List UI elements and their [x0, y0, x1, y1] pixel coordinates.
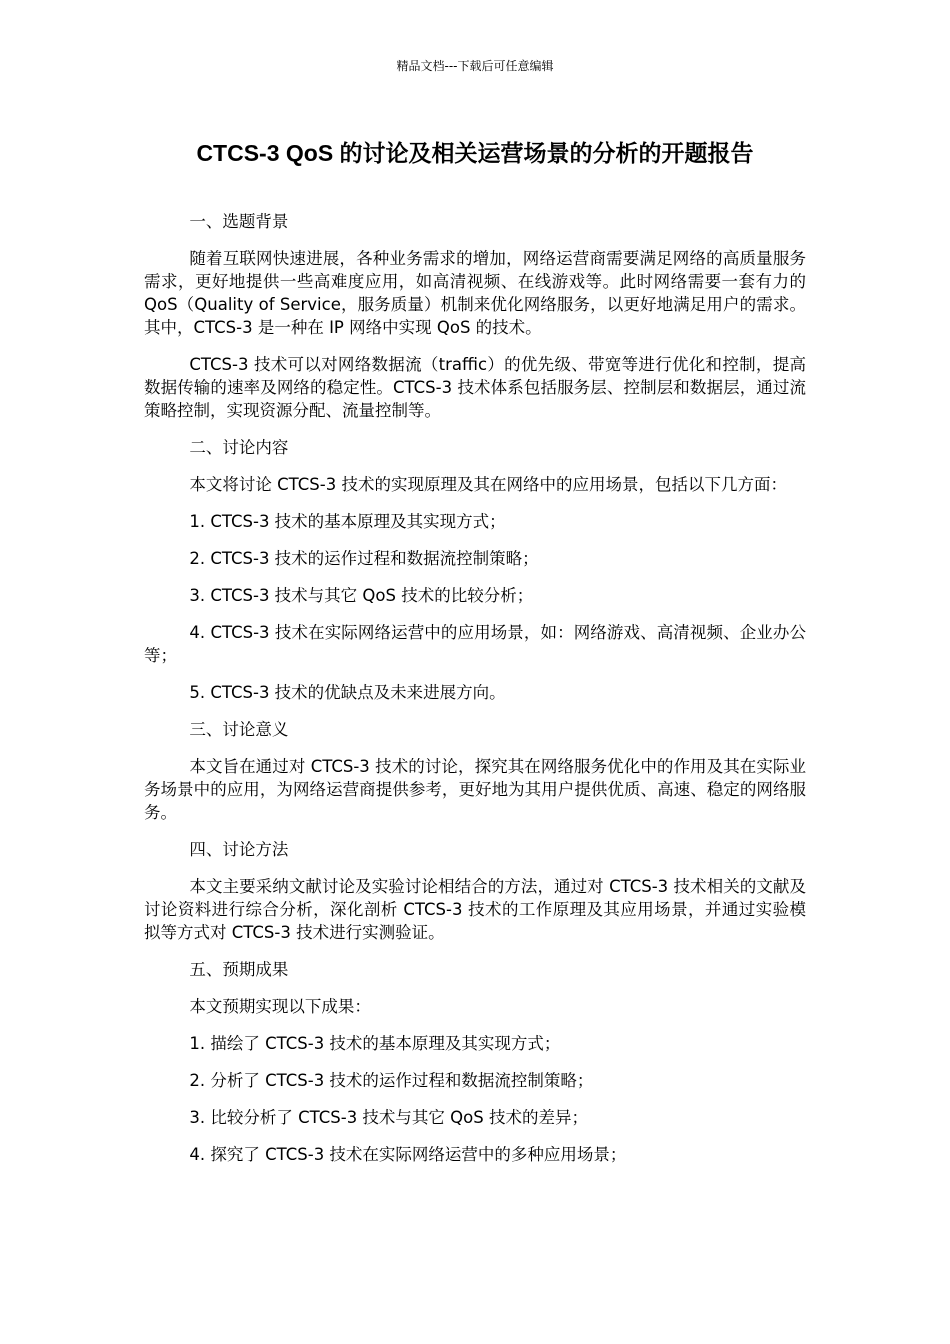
list-item: 1. 描绘了 CTCS-3 技术的基本原理及其实现方式； — [189, 1034, 561, 1053]
paragraph: 本文将讨论 CTCS-3 技术的实现原理及其在网络中的应用场景，包括以下几方面： — [189, 475, 787, 494]
paragraph: 随着互联网快速进展，各种业务需求的增加，网络运营商需要满足网络的高质量服务需求，更好地提供一些高难度应用，如高清视频、在线游戏等。此时网络需要一套有力的 QoS（Quality of Service，服务质量）机制来优化网络服务，以更好地满足用户的需求。其中，CTCS-3 是一种在 IP 网络中实现 QoS 的技术。 — [144, 249, 806, 337]
list-item: 2. CTCS-3 技术的运作过程和数据流控制策略； — [189, 549, 539, 568]
section-heading-method: 四、讨论方法 — [189, 840, 289, 859]
paragraph: 本文预期实现以下成果： — [189, 997, 371, 1016]
list-item: 4. CTCS-3 技术在实际网络运营中的应用场景，如：网络游戏、高清视频、企业办公等； — [144, 623, 806, 665]
list-item: 5. CTCS-3 技术的优缺点及未来进展方向。 — [189, 683, 506, 702]
list-item: 1. CTCS-3 技术的基本原理及其实现方式； — [189, 512, 506, 531]
list-item: 4. 探究了 CTCS-3 技术在实际网络运营中的多种应用场景； — [189, 1145, 627, 1164]
paragraph: CTCS-3 技术可以对网络数据流（traffic）的优先级、带宽等进行优化和控制，提高数据传输的速率及网络的稳定性。CTCS-3 技术体系包括服务层、控制层和数据层，通过流策略控制，实现资源分配、流量控制等。 — [144, 355, 806, 420]
list-item: 3. 比较分析了 CTCS-3 技术与其它 QoS 技术的差异； — [189, 1108, 588, 1127]
document-body — [144, 210, 806, 1180]
section-heading-significance: 三、讨论意义 — [189, 720, 289, 739]
paragraph: 本文主要采纳文献讨论及实验讨论相结合的方法，通过对 CTCS-3 技术相关的文献及讨论资料进行综合分析，深化剖析 CTCS-3 技术的工作原理及其应用场景，并通过实验模拟等方式对 CTCS-3 技术进行实测验证。 — [144, 877, 806, 942]
paragraph: 本文旨在通过对 CTCS-3 技术的讨论，探究其在网络服务优化中的作用及其在实际业务场景中的应用，为网络运营商提供参考，更好地为其用户提供优质、高速、稳定的网络服务。 — [144, 757, 806, 822]
list-item: 3. CTCS-3 技术与其它 QoS 技术的比较分析； — [189, 586, 534, 605]
section-heading-content: 二、讨论内容 — [189, 438, 289, 457]
section-heading-results: 五、预期成果 — [189, 960, 289, 979]
section-heading-background: 一、选题背景 — [189, 212, 289, 231]
document-title: CTCS-3 QoS 的讨论及相关运营场景的分析的开题报告 — [196, 140, 754, 166]
page-header: 精品文档---下载后可任意编辑 — [396, 59, 554, 73]
list-item: 2. 分析了 CTCS-3 技术的运作过程和数据流控制策略； — [189, 1071, 594, 1090]
